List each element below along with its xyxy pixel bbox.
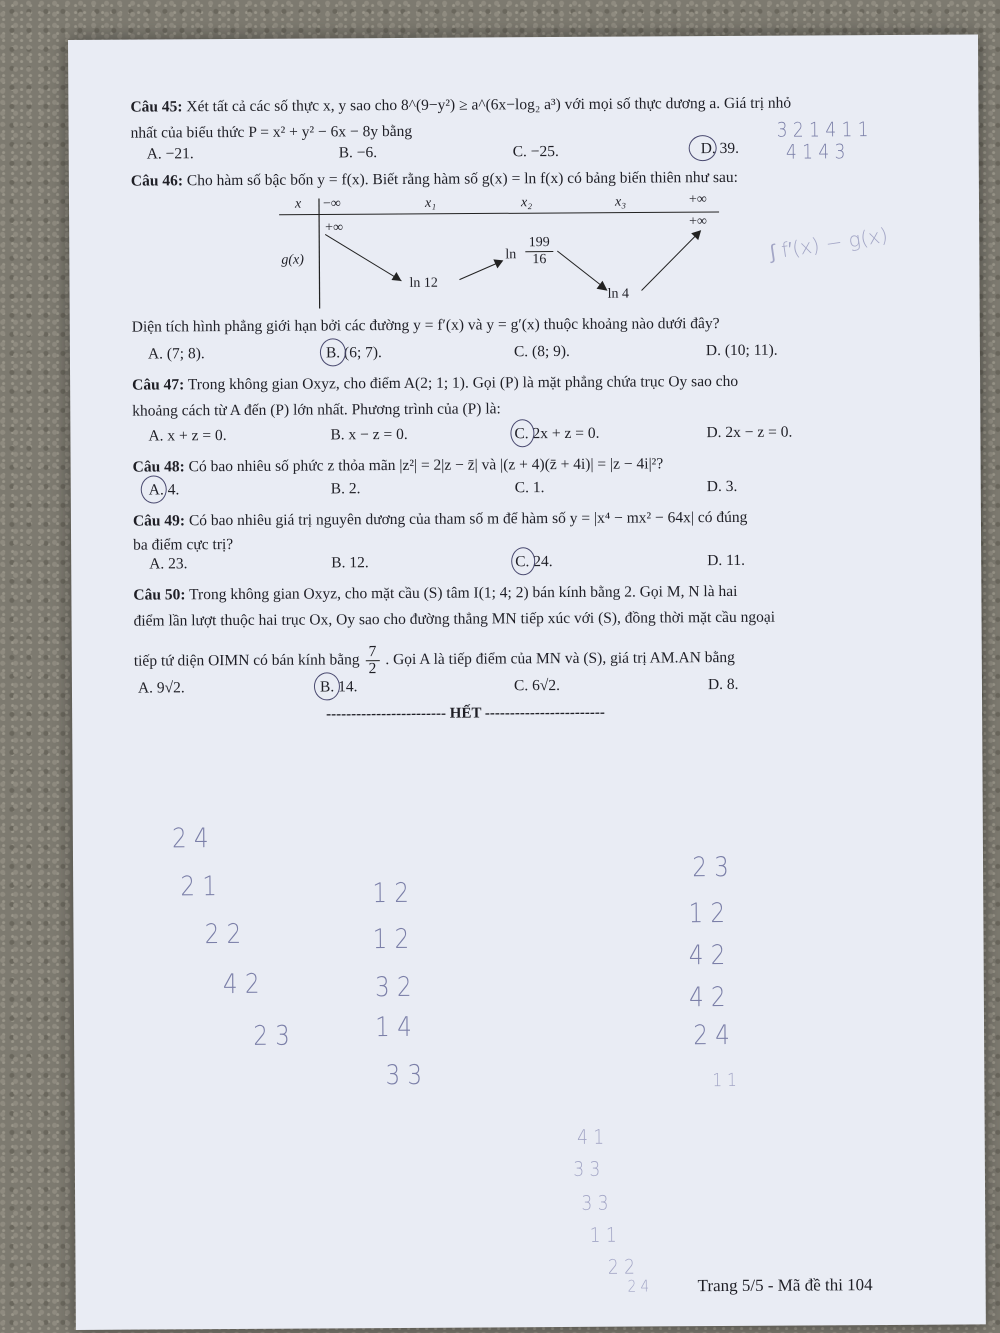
handwriting-col3-1: 2 3 [692, 851, 729, 884]
q46-text-1: Cho hàm số bậc bốn y = f(x). Biết rằng hàm số g(x) = ln f(x) có bảng biến thiên như sau: [186, 168, 738, 190]
q47-option-a: A. x + z = 0. [148, 427, 227, 445]
q48-text-1: Có bao nhiêu số phức z thỏa mãn |z²| = 2|z − z̄| và |(z + 4)(z̄ + 4i)| = |z − 4i|²? [188, 455, 664, 476]
q47-line1 [132, 372, 738, 396]
q46-label: Câu 46: [130, 172, 184, 190]
handwriting-col2-5: 3 3 [385, 1059, 423, 1092]
q46-line2: Diện tích hình phẳng giới hạn bởi các đường y = f′(x) và y = g′(x) thuộc khoảng nào dưới đây? [131, 315, 720, 336]
q45-line2: nhất của biểu thức P = x² + y² − 6x − 8y bằng [130, 122, 413, 142]
handwriting-col4-5: 2 2 [607, 1254, 636, 1279]
handwriting-side-formula: ∫ f′(x) − g(x) [768, 222, 890, 264]
q47-text-1: Trong không gian Oxyz, cho điểm A(2; 1; 1). Gọi (P) là mặt phẳng chứa trục Oy sao cho [187, 372, 739, 394]
q45-line1 [130, 94, 791, 118]
q47-line2: khoảng cách từ A đến (P) lớn nhất. Phương trình của (P) là: [132, 400, 501, 420]
handwriting-col3-6: 1 1 [712, 1069, 737, 1092]
arrow-down-1 [325, 234, 401, 281]
handwriting-col2-3: 3 2 [374, 971, 412, 1004]
q45-option-b: B. −6. [338, 144, 378, 162]
table-min1: ln 12 [409, 275, 438, 291]
q50-text-3a: tiếp tứ diện OIMN có bán kính bằng [133, 651, 360, 670]
table-max-num: 199 [528, 235, 550, 251]
answer-circle-mark [689, 135, 717, 161]
handwriting-col3-2: 1 2 [688, 898, 726, 930]
handwriting-col4-6: 2 4 [627, 1276, 650, 1296]
q47-option-d: D. 2x − z = 0. [706, 423, 793, 442]
end-marker: ------------------------ HẾT ------------------------ [326, 704, 605, 723]
answer-circle-mark [141, 475, 167, 503]
table-g-plus-inf-left: +∞ [325, 220, 344, 236]
answer-circle-mark [314, 672, 340, 700]
handwriting-col2-4: 1 4 [375, 1011, 412, 1044]
arrow-up-2 [641, 232, 699, 290]
q50-text-3b: . Gọi A là tiếp điểm của MN và (S), giá trị AM.AN bằng [385, 649, 735, 669]
arrow-down-2 [557, 251, 605, 289]
table-g-plus-inf-right: +∞ [689, 214, 708, 230]
q47-option-b: B. x − z = 0. [330, 425, 408, 444]
q47-label: Câu 47: [132, 376, 185, 394]
q49-line1 [133, 508, 748, 532]
q49-line2: ba điểm cực trị? [133, 536, 234, 554]
q50-frac-den: 2 [365, 660, 379, 677]
handwriting-col2-2: 1 2 [372, 923, 410, 956]
handwriting-col1-5: 2 3 [253, 1020, 290, 1052]
q48-option-b: B. 2. [330, 480, 361, 498]
q50-label: Câu 50: [133, 586, 186, 604]
q45-label: Câu 45: [130, 98, 183, 116]
q50-line1 [133, 582, 737, 606]
table-max-frac [525, 235, 553, 268]
handwriting-col4-1: 4 1 [577, 1124, 605, 1149]
q50-fraction [365, 644, 379, 677]
q49-option-c: C. 24. [515, 553, 553, 571]
q46-line1 [131, 168, 738, 192]
answer-circle-mark [320, 338, 346, 366]
handwriting-col1-1: 2 4 [172, 823, 209, 855]
q45-option-c: C. −25. [512, 143, 559, 161]
table-min2: ln 4 [607, 286, 629, 302]
handwriting-top-right-1: 3 2 1 4 1 1 [776, 117, 869, 142]
q50-option-b: B. 14. [319, 678, 358, 696]
answer-circle-mark [511, 547, 535, 575]
arrow-up-1 [459, 261, 501, 279]
q49-label: Câu 49: [132, 512, 186, 530]
q50-option-a: A. 9√2. [137, 679, 185, 697]
table-x-plus-inf: +∞ [688, 192, 707, 208]
table-x2: x₂ [520, 195, 533, 211]
q46-option-d: D. (10; 11). [705, 341, 778, 360]
q48-option-c: C. 1. [514, 479, 545, 497]
q48-label: Câu 48: [132, 458, 185, 476]
table-g-label: g(x) [281, 252, 304, 268]
exam-paper [68, 34, 986, 1330]
table-x3: x₃ [614, 194, 627, 210]
q50-frac-num: 7 [368, 643, 377, 661]
page-footer: Trang 5/5 - Mã đề thi 104 [697, 1275, 873, 1296]
q50-option-d: D. 8. [707, 675, 739, 694]
handwriting-col1-3: 2 2 [204, 918, 242, 951]
handwriting-col1-2: 2 1 [180, 871, 218, 903]
handwriting-col3-3: 4 2 [688, 940, 726, 972]
handwriting-col3-5: 2 4 [693, 1019, 730, 1052]
q49-text-1: Có bao nhiêu giá trị nguyên dương của tham số m để hàm số y = |x⁴ − mx² − 64x| có đúng [188, 508, 748, 530]
q49-option-a: A. 23. [149, 555, 188, 573]
q45-option-d: D. 39. [700, 139, 740, 158]
q48-option-d: D. 3. [706, 477, 738, 496]
handwriting-col2-1: 1 2 [372, 877, 410, 910]
handwriting-col4-2: 3 3 [573, 1156, 601, 1181]
table-x1: x₁ [424, 195, 437, 211]
q50-line3 [134, 642, 735, 679]
handwriting-col4-3: 3 3 [581, 1190, 609, 1215]
q50-option-c: C. 6√2. [513, 677, 560, 695]
handwriting-col1-4: 4 2 [222, 968, 260, 1001]
q46-option-c: C. (8; 9). [513, 342, 570, 361]
q49-option-d: D. 11. [707, 551, 745, 570]
answer-circle-mark [510, 419, 534, 447]
q48-line1 [133, 454, 664, 477]
q46-option-a: A. (7; 8). [147, 345, 205, 363]
q50-line2: điểm lần lượt thuộc hai trục Ox, Oy sao cho đường thẳng MN tiếp xúc với (S), đồng thời mặt cầu ngoại [133, 608, 776, 630]
handwriting-top-right-2: 4 1 4 3 [785, 139, 846, 164]
q47-option-c: C. 2x + z = 0. [514, 424, 600, 443]
table-max-den: 16 [525, 251, 553, 268]
q50-text-1: Trong không gian Oxyz, cho mặt cầu (S) tâm I(1; 4; 2) bán kính bằng 2. Gọi M, N là hai [189, 582, 738, 604]
table-max-ln: ln [505, 247, 517, 263]
q45-text-1: Xét tất cả các số thực x, y sao cho 8^(9−y²) ≥ a^(6x−log₂ a³) với mọi số thực dương a. Giá trị nhỏ [186, 94, 792, 116]
handwriting-col3-4: 4 2 [688, 982, 726, 1014]
q48-option-a: A. 4. [148, 481, 180, 499]
q46-option-b: B. (6; 7). [325, 344, 382, 362]
table-x-label: x [294, 196, 302, 212]
table-x-minus-inf: −∞ [322, 196, 341, 212]
handwriting-col4-4: 1 1 [589, 1222, 617, 1247]
q45-option-a: A. −21. [146, 145, 194, 163]
q49-option-b: B. 12. [331, 554, 369, 572]
